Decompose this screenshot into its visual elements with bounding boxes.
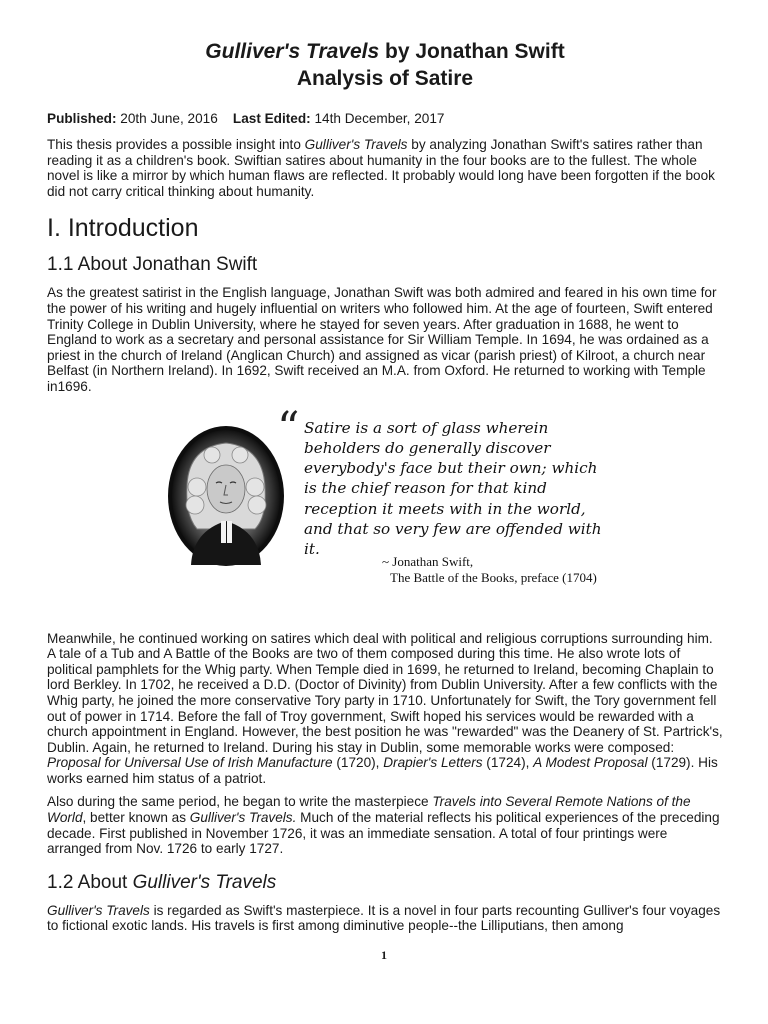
paragraph-masterpiece: Also during the same period, he began to write the masterpiece Travels into Several Remote Nations of the World, better known as Gulliver's Travels. Much of the material reflects his political experiences of the preceding decade. First published in November 1726, it was an immediate sensation. A total of four printings were arranged from Nov. 1726 to early 1727. — [47, 794, 720, 857]
paragraph-later-career: Meanwhile, he continued working on satires which deal with political and religious corruptions surrounding him. A tale of a Tub and A Battle of the Books are two of them composed during this time. He also wrote lots of political pamphlets for the Whig party. When Temple died in 1699, he returned to Ireland, becoming Chaplain to lord Berkley. In 1702, he received a D.D. (Doctor of Divinity) from Dublin University. After a few conflicts with the Whig party, he joined the more conservative Tory party in 1710. Unfortunately for Swift, the Tory government fell out of power in 1714. Before the fall of Troy government, Swift hoped his services would be rewarded with a church appointment in England. However, the best position he was "rewarded" was the Deanery of St. Partrick's, Dublin. Again, he returned to Ireland. During his stay in Dublin, some memorable works were composed: Proposal for Universal Use of Irish Manufacture (1720), Drapier's Letters (1724), A Modest Proposal (1729). His works earned him status of a patriot. — [47, 630, 723, 786]
subsection-heading-about-swift: 1.1 About Jonathan Swift — [47, 254, 258, 276]
published-date: 20th June, 2016 — [116, 111, 218, 126]
document-title — [47, 38, 723, 92]
quotation-mark-icon: “ — [277, 402, 300, 454]
edited-date: 14th December, 2017 — [310, 111, 445, 126]
paragraph-about-gullivers-travels: Gulliver's Travels is regarded as Swift's masterpiece. It is a novel in four parts recounting Gulliver's four voyages to fictional exotic lands. His travels is first among diminutive people--the Lilliputians, then among — [47, 902, 721, 934]
publication-meta — [47, 111, 723, 127]
swift-portrait-image — [167, 425, 285, 567]
section-heading-introduction: I. Introduction — [47, 214, 199, 243]
page-number: 1 — [381, 948, 387, 962]
swift-quote: Satire is a sort of glass wherein beholders do generally discover everybody's face but their own; which is the chief reason for that kind reception it meets with in the world, and that so very few are offended with it. — [304, 418, 602, 559]
abstract-paragraph: This thesis provides a possible insight into Gulliver's Travels by analyzing Jonathan Swift's satires rather than reading it as a children's book. Swiftian satires about humanity in the four books are to the fullest. The whole novel is like a mirror by which human flaws are reflected. It probably would long have been forgotten if the book did not carry critical thinking about humanity. — [47, 137, 715, 199]
quote-attribution — [382, 554, 597, 586]
edited-label: Last Edited: — [232, 111, 311, 126]
subsection-heading-about-gullivers-travels: 1.2 About Gulliver's Travels — [47, 871, 277, 893]
title-book-name: Gulliver's Travels — [205, 40, 380, 63]
title-author: by Jonathan Swift — [379, 40, 565, 63]
quote-figure — [47, 402, 723, 627]
document-page — [47, 38, 723, 934]
paragraph-about-swift: As the greatest satirist in the English language, Jonathan Swift was both admired and feared in his own time for the power of his writing and hugely influential on writers who followed him. At the age of fourteen, Swift entered Trinity College in Dublin University, where he stayed for seven years. After graduation in 1688, he went to England to work as a secretary and personal assistance for Sir William Temple. In 1694, he was ordained as a priest in the church of Ireland (Anglican Church) and assigned as vicar (parish priest) of Kilroot, a church near Belfast (in Northern Ireland). In 1692, Swift received an M.A. from Oxford. He returned to working with Temple in1696. — [47, 285, 717, 394]
published-label: Published: — [47, 111, 117, 126]
title-subtitle: Analysis of Satire — [296, 67, 474, 90]
quote-source: The Battle of the Books, preface (1704) — [390, 569, 597, 585]
quote-author: ~ Jonathan Swift, — [382, 553, 474, 569]
